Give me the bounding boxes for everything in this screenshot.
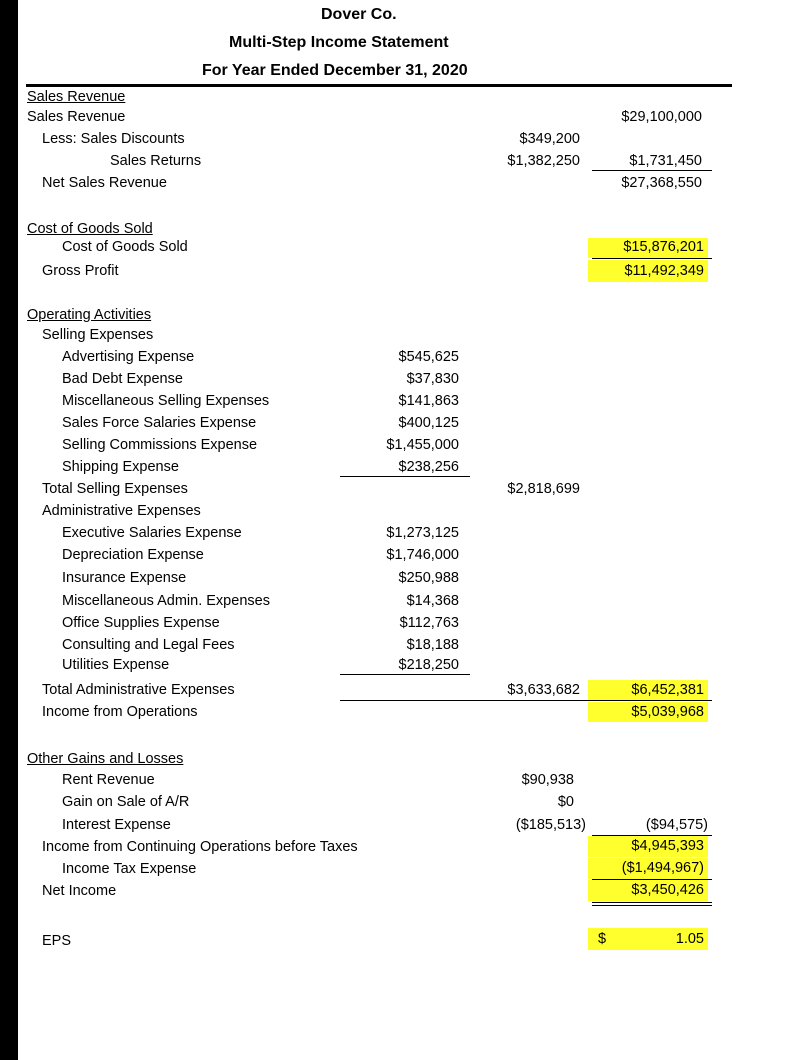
selling-item-label: Bad Debt Expense: [62, 371, 183, 387]
selling-expenses-heading: Selling Expenses: [42, 327, 154, 343]
other-total-value: ($94,575): [645, 817, 708, 833]
admin-item-value: $218,250: [398, 657, 459, 673]
admin-item-label: Depreciation Expense: [62, 547, 204, 563]
selling-item-label: Shipping Expense: [62, 459, 179, 475]
selling-item-label: Sales Force Salaries Expense: [62, 415, 257, 431]
sales-revenue-value: $29,100,000: [621, 109, 702, 125]
eps-currency: $: [598, 931, 607, 947]
admin-expenses-heading: Administrative Expenses: [42, 503, 201, 519]
selling-item-value: $238,256: [398, 459, 459, 475]
sales-discounts-value: $349,200: [519, 131, 580, 147]
operating-total-rule: [340, 700, 712, 701]
admin-rule: [340, 674, 470, 675]
header-rule: [26, 84, 732, 87]
other-section-heading: Other Gains and Losses: [27, 751, 184, 767]
sales-section-heading: Sales Revenue: [27, 89, 126, 105]
continuing-ops-value: $4,945,393: [588, 836, 708, 857]
gross-profit-label: Gross Profit: [42, 263, 119, 279]
company-name: Dover Co.: [321, 6, 397, 23]
rent-revenue-label: Rent Revenue: [62, 772, 155, 788]
statement-title: Multi-Step Income Statement: [229, 34, 449, 51]
admin-item-label: Executive Salaries Expense: [62, 525, 242, 541]
admin-item-label: Utilities Expense: [62, 657, 170, 673]
gain-sale-value: $0: [557, 794, 574, 810]
admin-item-label: Miscellaneous Admin. Expenses: [62, 593, 270, 609]
admin-item-value: $1,273,125: [386, 525, 459, 541]
total-admin-label: Total Administrative Expenses: [42, 682, 235, 698]
income-from-operations-value: $5,039,968: [588, 702, 708, 722]
income-from-operations-label: Income from Operations: [42, 704, 198, 720]
net-income-value: $3,450,426: [588, 880, 708, 901]
rent-revenue-value: $90,938: [521, 772, 574, 788]
sales-rule: [592, 170, 712, 171]
sales-revenue-label: Sales Revenue: [27, 109, 126, 125]
total-admin-value: $3,633,682: [507, 682, 580, 698]
total-operating-value: $6,452,381: [588, 680, 708, 700]
net-income-double-rule-bottom: [592, 905, 712, 906]
selling-item-value: $37,830: [406, 371, 459, 387]
income-tax-value: ($1,494,967): [588, 858, 708, 879]
selling-item-value: $400,125: [398, 415, 459, 431]
statement-period: For Year Ended December 31, 2020: [202, 62, 468, 79]
total-selling-value: $2,818,699: [507, 481, 580, 497]
net-income-label: Net Income: [42, 883, 117, 899]
sales-returns-total: $1,731,450: [629, 153, 702, 169]
gross-profit-value: $11,492,349: [588, 260, 708, 282]
net-income-double-rule-top: [592, 902, 712, 903]
eps-label: EPS: [42, 933, 72, 949]
operating-section-heading: Operating Activities: [27, 307, 152, 323]
admin-item-label: Consulting and Legal Fees: [62, 637, 235, 653]
cogs-rule: [592, 258, 712, 259]
sales-returns-label: Sales Returns: [110, 153, 202, 169]
interest-expense-value: ($185,513): [515, 817, 586, 833]
admin-item-label: Office Supplies Expense: [62, 615, 220, 631]
selling-rule: [340, 476, 470, 477]
continuing-ops-label: Income from Continuing Operations before Taxes: [42, 839, 358, 855]
admin-item-value: $250,988: [398, 570, 459, 586]
cogs-section-heading: Cost of Goods Sold: [27, 221, 153, 237]
admin-item-value: $112,763: [399, 615, 459, 631]
selling-item-label: Advertising Expense: [62, 349, 195, 365]
net-sales-value: $27,368,550: [621, 175, 702, 191]
gain-sale-label: Gain on Sale of A/R: [62, 794, 190, 810]
interest-expense-label: Interest Expense: [62, 817, 171, 833]
eps-value: 1.05: [675, 931, 704, 947]
net-sales-label: Net Sales Revenue: [42, 175, 167, 191]
sales-discounts-label: Less: Sales Discounts: [42, 131, 185, 147]
selling-item-value: $141,863: [398, 393, 459, 409]
selling-item-label: Selling Commissions Expense: [62, 437, 258, 453]
income-tax-label: Income Tax Expense: [62, 861, 197, 877]
selling-item-value: $1,455,000: [386, 437, 459, 453]
sales-returns-value: $1,382,250: [507, 153, 580, 169]
admin-item-value: $18,188: [406, 637, 459, 653]
cogs-label: Cost of Goods Sold: [62, 239, 188, 255]
selling-item-value: $545,625: [398, 349, 459, 365]
admin-item-label: Insurance Expense: [62, 570, 187, 586]
admin-item-value: $14,368: [406, 593, 459, 609]
selling-item-label: Miscellaneous Selling Expenses: [62, 393, 270, 409]
cogs-value: $15,876,201: [588, 238, 708, 258]
total-selling-label: Total Selling Expenses: [42, 481, 188, 497]
admin-item-value: $1,746,000: [386, 547, 459, 563]
income-statement-sheet: [18, 0, 806, 1060]
